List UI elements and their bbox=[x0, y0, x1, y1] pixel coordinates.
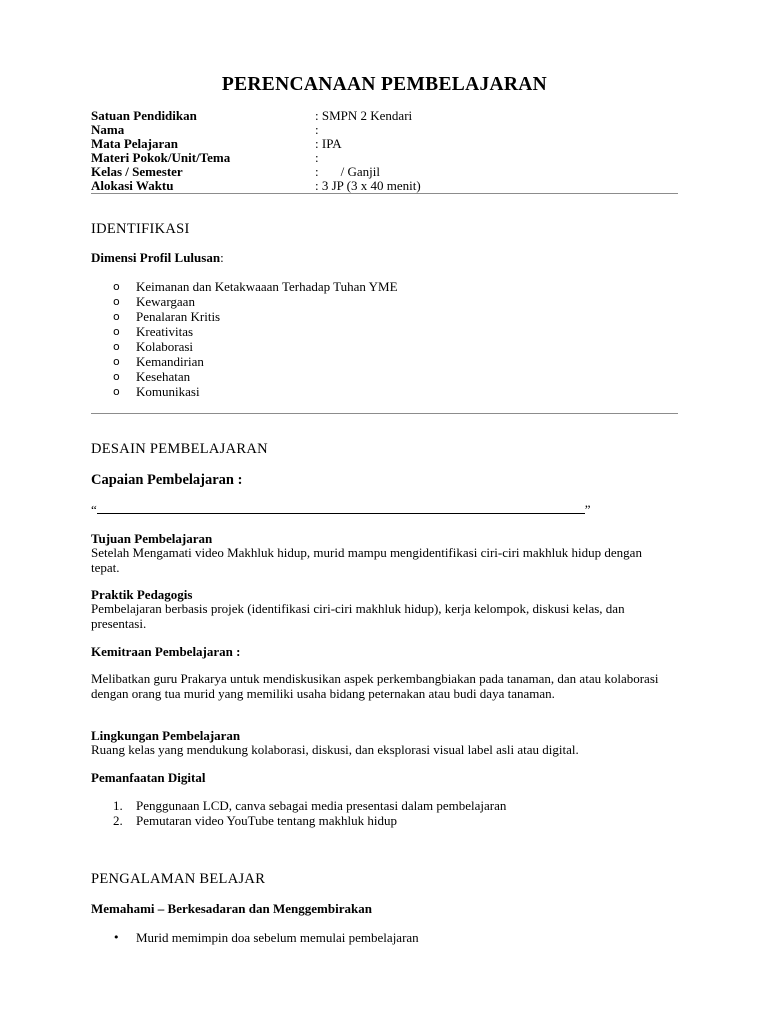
capaian-underline bbox=[97, 501, 585, 514]
info-value: : IPA bbox=[315, 136, 342, 151]
list-item: 2. Pemutaran video YouTube tentang makhluk hidup bbox=[113, 813, 397, 828]
lingkungan-text: Ruang kelas yang mendukung kolaborasi, diskusi, dan eksplorasi visual label asli atau digital. bbox=[91, 742, 579, 757]
dimensi-label-line bbox=[91, 250, 224, 265]
capaian-blank-line bbox=[91, 501, 591, 517]
info-label: Nama bbox=[91, 122, 125, 137]
info-row-satuan bbox=[91, 109, 678, 123]
pengalaman-list bbox=[113, 930, 673, 945]
digital-list bbox=[113, 798, 506, 828]
section-heading-identifikasi: IDENTIFIKASI bbox=[91, 221, 190, 237]
circle-bullet-icon: o bbox=[113, 340, 120, 353]
digital-heading: Pemanfaatan Digital bbox=[91, 770, 206, 785]
info-label: Kelas / Semester bbox=[91, 164, 183, 179]
list-item: o Komunikasi bbox=[113, 384, 200, 399]
circle-bullet-icon: o bbox=[113, 370, 120, 383]
circle-bullet-icon: o bbox=[113, 295, 120, 308]
info-row-materi bbox=[91, 151, 678, 165]
circle-bullet-icon: o bbox=[113, 385, 120, 398]
list-item: o Kewargaan bbox=[113, 294, 195, 309]
info-row-nama bbox=[91, 123, 678, 137]
capaian-close-quote: ” bbox=[584, 502, 591, 517]
info-value bbox=[315, 165, 380, 179]
info-label: Alokasi Waktu bbox=[91, 178, 174, 193]
info-table bbox=[91, 109, 678, 193]
dimensi-label: Dimensi Profil Lulusan bbox=[91, 250, 221, 265]
list-item: 1. Penggunaan LCD, canva sebagai media presentasi dalam pembelajaran bbox=[113, 798, 507, 813]
circle-bullet-icon: o bbox=[113, 310, 120, 323]
page-title: PERENCANAAN PEMBELAJARAN bbox=[221, 74, 548, 95]
list-number: 1. bbox=[113, 798, 123, 813]
list-item: o Keimanan dan Ketakwaaan Terhadap Tuhan YME bbox=[113, 279, 398, 294]
info-label: Materi Pokok/Unit/Tema bbox=[91, 150, 231, 165]
section-heading-pengalaman: PENGALAMAN BELAJAR bbox=[91, 871, 266, 887]
info-value: : 3 JP (3 x 40 menit) bbox=[315, 178, 421, 193]
list-item: o Kolaborasi bbox=[113, 339, 194, 354]
info-value: : bbox=[315, 150, 319, 165]
tujuan-text: Setelah Mengamati video Makhluk hidup, murid mampu mengidentifikasi ciri-ciri makhluk hidup dengan tepat. bbox=[91, 545, 642, 575]
list-item: o Kreativitas bbox=[113, 324, 194, 339]
circle-bullet-icon: o bbox=[113, 280, 120, 293]
praktik-heading: Praktik Pedagogis bbox=[91, 587, 193, 602]
capaian-label: Capaian Pembelajaran : bbox=[91, 472, 243, 488]
info-label: Satuan Pendidikan bbox=[91, 108, 197, 123]
list-item: o Kemandirian bbox=[113, 354, 204, 369]
divider bbox=[91, 193, 678, 194]
circle-bullet-icon: o bbox=[113, 325, 120, 338]
list-number: 2. bbox=[113, 813, 123, 828]
list-item: • Murid memimpin doa sebelum memulai pembelajaran bbox=[113, 930, 419, 945]
info-value-suffix: / Ganjil bbox=[340, 164, 380, 179]
list-item: o Kesehatan bbox=[113, 369, 191, 384]
divider bbox=[91, 413, 678, 414]
lingkungan-heading: Lingkungan Pembelajaran bbox=[91, 728, 241, 743]
info-row-kelas bbox=[91, 165, 678, 179]
section-heading-desain: DESAIN PEMBELAJARAN bbox=[91, 441, 268, 457]
kemitraan-text: Melibatkan guru Prakarya untuk mendiskusikan aspek perkembangbiakan pada tanaman, dan atau kolaborasi dengan orang tua murid yang memiliki usaha bidang peternakan atau budi daya tanaman. bbox=[91, 671, 659, 701]
info-value: : bbox=[315, 122, 319, 137]
info-value-prefix: : bbox=[315, 164, 319, 179]
memahami-heading: Memahami – Berkesadaran dan Menggembirakan bbox=[91, 901, 372, 916]
capaian-open-quote: “ bbox=[91, 502, 97, 517]
praktik-text: Pembelajaran berbasis projek (identifikasi ciri-ciri makhluk hidup), kerja kelompok, diskusi kelas, dan presentasi. bbox=[91, 601, 625, 631]
bullet-icon: • bbox=[113, 931, 120, 944]
info-label: Mata Pelajaran bbox=[91, 136, 179, 151]
dimensi-colon: : bbox=[220, 250, 224, 265]
dimensi-list bbox=[113, 279, 673, 399]
tujuan-heading: Tujuan Pembelajaran bbox=[91, 531, 213, 546]
info-value: : SMPN 2 Kendari bbox=[315, 108, 413, 123]
circle-bullet-icon: o bbox=[113, 355, 120, 368]
info-row-mapel bbox=[91, 137, 678, 151]
info-row-alokasi bbox=[91, 179, 678, 193]
kemitraan-heading: Kemitraan Pembelajaran : bbox=[91, 644, 241, 659]
list-item: o Penalaran Kritis bbox=[113, 309, 221, 324]
